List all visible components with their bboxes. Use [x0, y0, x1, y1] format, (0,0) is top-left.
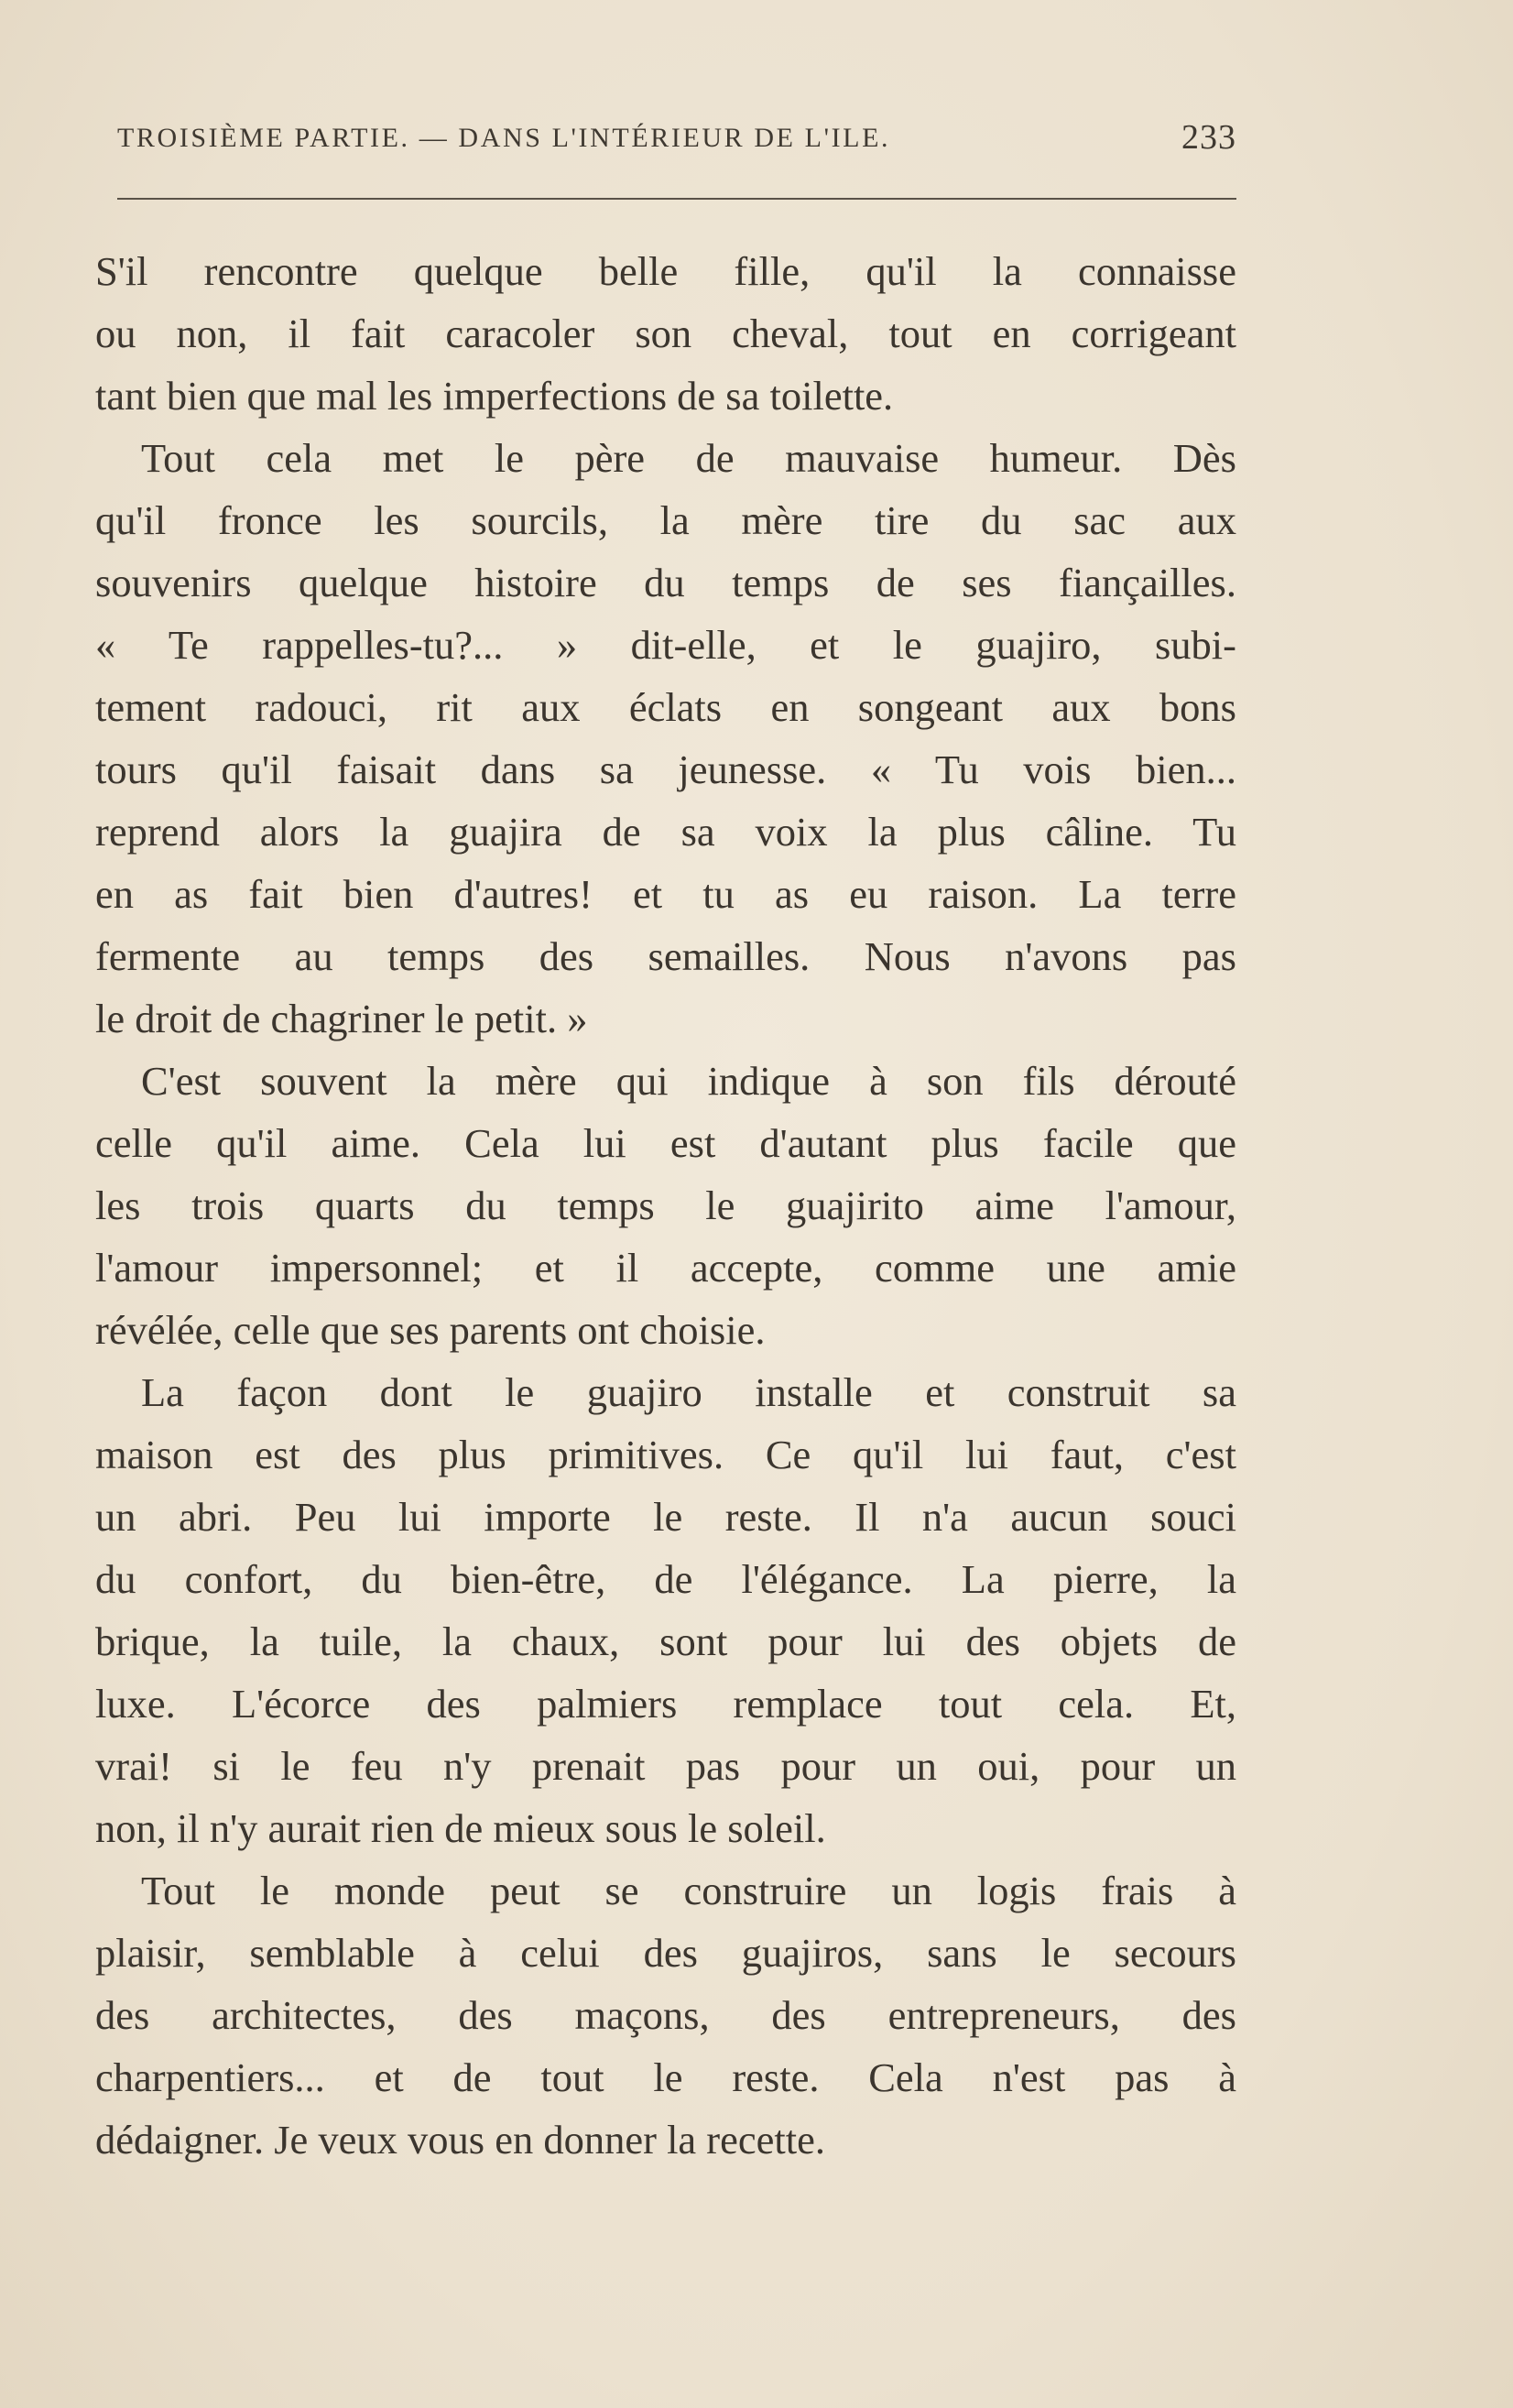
text-line: reprend alors la guajira de sa voix la plus câline. Tu: [95, 809, 1236, 855]
running-title: TROISIÈME PARTIE. — DANS L'INTÉRIEUR DE L'ILE.: [117, 123, 891, 153]
text-line: Tout cela met le père de mauvaise humeur. Dès: [141, 435, 1236, 481]
text-line: brique, la tuile, la chaux, sont pour lui des objets de: [95, 1618, 1236, 1664]
text-line: Tout le monde peut se construire un logis frais à: [141, 1868, 1236, 1913]
text-line: qu'il fronce les sourcils, la mère tire du sac aux: [95, 497, 1236, 543]
text-line: tours qu'il faisait dans sa jeunesse. « Tu vois bien...: [95, 746, 1236, 792]
text-line: tant bien que mal les imperfections de sa toilette.: [95, 373, 894, 419]
text-line: tement radouci, rit aux éclats en songeant aux bons: [95, 684, 1236, 730]
text-line: ou non, il fait caracoler son cheval, tout en corrigeant: [95, 311, 1236, 356]
text-line: non, il n'y aurait rien de mieux sous le soleil.: [95, 1805, 826, 1851]
text-line: vrai! si le feu n'y prenait pas pour un oui, pour un: [95, 1743, 1236, 1789]
text-line: S'il rencontre quelque belle fille, qu'il la connaisse: [95, 248, 1236, 294]
running-header: [117, 117, 1236, 163]
text-line: « Te rappelles-tu?... » dit-elle, et le guajiro, subi-: [95, 622, 1236, 668]
text-line: La façon dont le guajiro installe et construit sa: [141, 1369, 1236, 1415]
text-line: les trois quarts du temps le guajirito aime l'amour,: [95, 1182, 1236, 1228]
text-line: dédaigner. Je veux vous en donner la recette.: [95, 2117, 825, 2163]
text-line: luxe. L'écorce des palmiers remplace tout cela. Et,: [95, 1681, 1236, 1727]
text-line: en as fait bien d'autres! et tu as eu raison. La terre: [95, 871, 1236, 917]
text-line: celle qu'il aime. Cela lui est d'autant plus facile que: [95, 1120, 1236, 1166]
text-line: un abri. Peu lui importe le reste. Il n'a aucun souci: [95, 1494, 1236, 1540]
text-line: charpentiers... et de tout le reste. Cela n'est pas à: [95, 2054, 1236, 2100]
text-line: le droit de chagriner le petit. »: [95, 996, 588, 1041]
body-text: [95, 240, 1236, 2171]
text-line: C'est souvent la mère qui indique à son fils dérouté: [141, 1058, 1236, 1104]
text-line: fermente au temps des semailles. Nous n'avons pas: [95, 933, 1236, 979]
text-line: révélée, celle que ses parents ont choisie.: [95, 1307, 766, 1353]
text-line: des architectes, des maçons, des entrepreneurs, des: [95, 1992, 1236, 2038]
text-line: souvenirs quelque histoire du temps de ses fiançailles.: [95, 560, 1236, 605]
header-rule: [117, 198, 1236, 200]
page-number: 233: [1181, 118, 1236, 157]
text-line: du confort, du bien-être, de l'élégance. La pierre, la: [95, 1556, 1236, 1602]
text-line: plaisir, semblable à celui des guajiros, sans le secours: [95, 1930, 1236, 1976]
text-line: maison est des plus primitives. Ce qu'il lui faut, c'est: [95, 1432, 1236, 1477]
text-line: l'amour impersonnel; et il accepte, comme une amie: [95, 1245, 1236, 1291]
